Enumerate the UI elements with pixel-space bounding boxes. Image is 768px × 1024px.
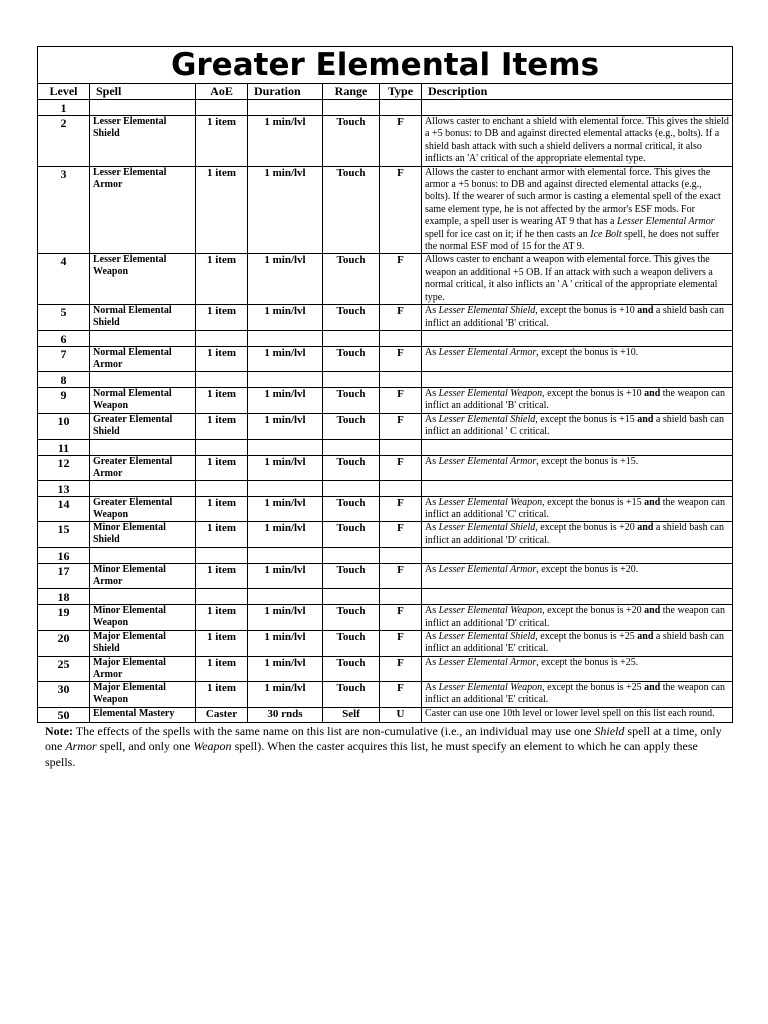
italic-text: Lesser Elemental Armor (438, 564, 537, 576)
text-run: , except the bonus is +25. (536, 656, 639, 668)
bold-text: and (644, 496, 661, 508)
table-row (38, 496, 733, 522)
cell-duration: 1 min/lvl (248, 522, 323, 548)
cell-duration: 1 min/lvl (248, 116, 323, 167)
cell-aoe: 1 item (196, 455, 248, 480)
text-run: , except the bonus is +15 (535, 413, 638, 425)
text-run: As (425, 605, 439, 617)
text-run: a shield bash can inflict an additional 'E' critical. (425, 630, 724, 655)
cell-spell (90, 480, 196, 496)
cell-spell: Normal Elemental Shield (90, 305, 196, 331)
cell-duration (248, 480, 323, 496)
cell-type (380, 100, 422, 116)
text-run: spell, and only one (96, 739, 194, 754)
cell-range (323, 480, 380, 496)
cell-aoe: 1 item (196, 681, 248, 707)
cell-type: F (380, 413, 422, 439)
table-row (38, 100, 733, 116)
cell-level: 17 (38, 564, 90, 589)
cell-type: F (380, 254, 422, 305)
italic-text: Armor (65, 739, 97, 754)
table-row (38, 548, 733, 564)
cell-type: F (380, 522, 422, 548)
cell-range: Touch (323, 116, 380, 167)
cell-range (323, 100, 380, 116)
text-run: the weapon can inflict an additional 'E' critical. (425, 681, 725, 706)
column-header-spell: Spell (90, 84, 196, 100)
cell-duration (248, 100, 323, 116)
text-run: a shield bash can inflict an additional ' C critical. (425, 413, 724, 438)
cell-duration: 1 min/lvl (248, 496, 323, 522)
document (37, 46, 732, 770)
cell-spell: Major Elemental Weapon (90, 681, 196, 707)
text-run: spell at a time, only one (45, 723, 722, 754)
cell-spell: Greater Elemental Weapon (90, 496, 196, 522)
cell-level: 7 (38, 346, 90, 371)
cell-duration (248, 589, 323, 605)
cell-range (323, 330, 380, 346)
table-row (38, 589, 733, 605)
cell-level: 16 (38, 548, 90, 564)
cell-description (422, 605, 733, 631)
cell-type: F (380, 605, 422, 631)
cell-spell: Normal Elemental Weapon (90, 387, 196, 413)
cell-description (422, 100, 733, 116)
table-row (38, 656, 733, 681)
cell-spell: Major Elemental Armor (90, 656, 196, 681)
text-run: a shield bash can inflict an additional 'D' critical. (425, 522, 724, 546)
column-header-description: Description (422, 84, 733, 100)
table-row (38, 707, 733, 722)
cell-level: 6 (38, 330, 90, 346)
cell-aoe: 1 item (196, 413, 248, 439)
text-run: As (425, 387, 439, 399)
text-run: The effects of the spells with the same name on this list are non-cumulative (i.e., an individual may use one (72, 723, 595, 738)
cell-spell (90, 100, 196, 116)
text-run: Allows the caster to enchant armor with elemental force. This gives the armor a +5 bonus: to DB and against directed elemental attacks (e.g., bolts). If the wearer of such armor is casting a elemental spell of the exact same element type, he is not affected by the armor's ESF mods. For example, a spell user is wearing AT 9 that has a (425, 166, 721, 228)
cell-aoe (196, 371, 248, 387)
cell-spell: Greater Elemental Shield (90, 413, 196, 439)
cell-aoe: 1 item (196, 605, 248, 631)
table-row (38, 522, 733, 548)
cell-duration (248, 548, 323, 564)
cell-range: Touch (323, 681, 380, 707)
column-header-aoe: AoE (196, 84, 248, 100)
table-row (38, 346, 733, 371)
cell-type (380, 589, 422, 605)
cell-description (422, 681, 733, 707)
cell-spell (90, 439, 196, 455)
bold-text: and (637, 630, 654, 642)
cell-description (422, 480, 733, 496)
cell-aoe: 1 item (196, 496, 248, 522)
note-text (45, 724, 722, 769)
italic-text: Lesser Elemental Weapon (438, 605, 543, 617)
cell-aoe: 1 item (196, 305, 248, 331)
cell-spell (90, 330, 196, 346)
cell-level: 13 (38, 480, 90, 496)
text-run: As (425, 305, 439, 317)
table-row (38, 564, 733, 589)
cell-range: Self (323, 707, 380, 722)
italic-text: Lesser Elemental Shield (438, 522, 536, 534)
cell-type (380, 548, 422, 564)
cell-level: 9 (38, 387, 90, 413)
text-run: , except the bonus is +20 (535, 522, 638, 534)
cell-aoe (196, 100, 248, 116)
italic-text: Lesser Elemental Shield (438, 630, 536, 642)
table-row (38, 371, 733, 387)
cell-aoe (196, 548, 248, 564)
cell-level: 3 (38, 166, 90, 254)
cell-level: 15 (38, 522, 90, 548)
cell-duration: 30 rnds (248, 707, 323, 722)
text-run: As (425, 630, 439, 642)
text-run: spell for ice cast on it; if he then casts an (425, 228, 591, 240)
cell-type: F (380, 681, 422, 707)
cell-aoe (196, 330, 248, 346)
cell-spell: Elemental Mastery (90, 707, 196, 722)
bold-text: and (644, 387, 661, 399)
cell-type (380, 480, 422, 496)
cell-duration (248, 330, 323, 346)
cell-duration (248, 371, 323, 387)
column-header-type: Type (380, 84, 422, 100)
cell-level: 12 (38, 455, 90, 480)
text-run: , except the bonus is +20 (542, 605, 645, 617)
cell-description (422, 496, 733, 522)
cell-level: 1 (38, 100, 90, 116)
cell-range (323, 371, 380, 387)
column-header-range: Range (323, 84, 380, 100)
text-run: Allows caster to enchant a shield with elemental force. This gives the shield a +5 bonus: to DB and against directed elemental attacks (e.g., bolts). If a shield bash attack with such a shield delivers a normal critical, it also inflicts an 'A' critical of the appropriate elemental type. (425, 116, 729, 165)
cell-level: 10 (38, 413, 90, 439)
cell-range: Touch (323, 455, 380, 480)
text-run: , except the bonus is +10. (536, 346, 639, 358)
cell-duration: 1 min/lvl (248, 305, 323, 331)
cell-duration: 1 min/lvl (248, 254, 323, 305)
cell-level: 18 (38, 589, 90, 605)
cell-range (323, 548, 380, 564)
italic-text: Shield (594, 723, 625, 738)
cell-description (422, 371, 733, 387)
cell-spell: Minor Elemental Shield (90, 522, 196, 548)
text-run: spell, he does not suffer the normal ESF mod of 15 for the AT 9. (425, 228, 720, 253)
cell-description (422, 387, 733, 413)
cell-duration: 1 min/lvl (248, 387, 323, 413)
text-run: As (425, 656, 439, 668)
cell-spell: Major Elemental Shield (90, 630, 196, 656)
cell-aoe: 1 item (196, 656, 248, 681)
text-run: As (425, 455, 439, 467)
cell-spell (90, 548, 196, 564)
cell-range: Touch (323, 305, 380, 331)
cell-type: F (380, 387, 422, 413)
column-header-duration: Duration (248, 84, 323, 100)
cell-range: Touch (323, 522, 380, 548)
cell-aoe: 1 item (196, 116, 248, 167)
table-row (38, 116, 733, 167)
cell-level: 2 (38, 116, 90, 167)
text-run: , except the bonus is +20. (536, 564, 639, 576)
cell-description (422, 116, 733, 167)
cell-level: 14 (38, 496, 90, 522)
table-row (38, 681, 733, 707)
cell-description (422, 305, 733, 331)
text-run: , except the bonus is +15. (536, 455, 639, 467)
cell-aoe (196, 439, 248, 455)
cell-description (422, 439, 733, 455)
cell-level: 30 (38, 681, 90, 707)
table-row (38, 305, 733, 331)
cell-type: F (380, 166, 422, 254)
italic-text: Lesser Elemental Weapon (438, 387, 543, 399)
cell-level: 20 (38, 630, 90, 656)
table-row (38, 387, 733, 413)
cell-description (422, 548, 733, 564)
cell-description (422, 346, 733, 371)
cell-type: F (380, 496, 422, 522)
table-row (38, 455, 733, 480)
cell-description (422, 254, 733, 305)
italic-text: Lesser Elemental Shield (438, 305, 536, 317)
cell-duration: 1 min/lvl (248, 455, 323, 480)
cell-duration: 1 min/lvl (248, 564, 323, 589)
cell-level: 50 (38, 707, 90, 722)
text-run: Caster can use one 10th level or lower level spell on this list each round. (425, 707, 715, 719)
italic-text: Lesser Elemental Armor (617, 216, 715, 228)
cell-type: F (380, 656, 422, 681)
cell-level: 4 (38, 254, 90, 305)
table-body (38, 100, 733, 723)
cell-aoe: 1 item (196, 166, 248, 254)
bold-text: and (637, 413, 654, 425)
cell-range: Touch (323, 254, 380, 305)
cell-range: Touch (323, 166, 380, 254)
note (37, 724, 732, 771)
cell-spell: Normal Elemental Armor (90, 346, 196, 371)
cell-description (422, 413, 733, 439)
table-row (38, 480, 733, 496)
cell-range: Touch (323, 630, 380, 656)
cell-range (323, 439, 380, 455)
text-run: the weapon can inflict an additional 'B' critical. (425, 387, 725, 412)
text-run: Allows caster to enchant a weapon with elemental force. This gives the weapon an additional +5 OB. If an attack with such a weapon delivers a normal critical, it also inflicts an ' A ' critical of the appropriate elemental type. (425, 254, 718, 303)
table-row (38, 605, 733, 631)
italic-text: Lesser Elemental Armor (438, 656, 537, 668)
italic-text: Lesser Elemental Armor (438, 346, 537, 358)
cell-range: Touch (323, 605, 380, 631)
cell-aoe: Caster (196, 707, 248, 722)
text-run: , except the bonus is +10 (542, 387, 645, 399)
text-run: the weapon can inflict an additional 'C' critical. (425, 496, 725, 520)
cell-type: F (380, 116, 422, 167)
cell-aoe (196, 589, 248, 605)
note-label: Note: (45, 723, 73, 738)
cell-spell: Lesser Elemental Weapon (90, 254, 196, 305)
text-run: As (425, 496, 439, 508)
cell-type (380, 371, 422, 387)
text-run: As (425, 413, 439, 425)
cell-type: F (380, 455, 422, 480)
italic-text: Lesser Elemental Weapon (438, 496, 543, 508)
cell-type (380, 330, 422, 346)
table-row (38, 630, 733, 656)
cell-type: U (380, 707, 422, 722)
cell-description (422, 330, 733, 346)
cell-duration: 1 min/lvl (248, 166, 323, 254)
table-row (38, 166, 733, 254)
cell-aoe: 1 item (196, 387, 248, 413)
cell-description (422, 656, 733, 681)
cell-level: 8 (38, 371, 90, 387)
bold-text: and (644, 605, 661, 617)
page-title: Greater Elemental Items (38, 47, 733, 84)
italic-text: Lesser Elemental Shield (438, 413, 536, 425)
italic-text: Lesser Elemental Weapon (438, 681, 543, 693)
text-run: , except the bonus is +15 (542, 496, 645, 508)
cell-level: 19 (38, 605, 90, 631)
bold-text: and (637, 305, 654, 317)
cell-spell: Lesser Elemental Shield (90, 116, 196, 167)
spell-table (37, 46, 733, 723)
table-header-row (38, 84, 733, 100)
cell-description (422, 630, 733, 656)
table-row (38, 413, 733, 439)
cell-duration: 1 min/lvl (248, 656, 323, 681)
cell-type: F (380, 564, 422, 589)
text-run: As (425, 681, 439, 693)
cell-range (323, 589, 380, 605)
table-row (38, 254, 733, 305)
cell-type: F (380, 305, 422, 331)
cell-aoe: 1 item (196, 564, 248, 589)
cell-spell (90, 371, 196, 387)
italic-text: Weapon (193, 739, 232, 754)
cell-aoe: 1 item (196, 522, 248, 548)
cell-spell: Greater Elemental Armor (90, 455, 196, 480)
cell-description (422, 564, 733, 589)
cell-level: 25 (38, 656, 90, 681)
cell-aoe (196, 480, 248, 496)
cell-level: 5 (38, 305, 90, 331)
cell-duration: 1 min/lvl (248, 681, 323, 707)
cell-range: Touch (323, 564, 380, 589)
cell-range: Touch (323, 413, 380, 439)
cell-level: 11 (38, 439, 90, 455)
table-row (38, 330, 733, 346)
cell-aoe: 1 item (196, 630, 248, 656)
cell-spell: Minor Elemental Armor (90, 564, 196, 589)
cell-aoe: 1 item (196, 346, 248, 371)
cell-duration: 1 min/lvl (248, 630, 323, 656)
cell-spell (90, 589, 196, 605)
text-run: , except the bonus is +25 (535, 630, 638, 642)
cell-description (422, 166, 733, 254)
cell-duration: 1 min/lvl (248, 346, 323, 371)
cell-duration: 1 min/lvl (248, 605, 323, 631)
cell-range: Touch (323, 496, 380, 522)
cell-range: Touch (323, 346, 380, 371)
cell-description (422, 589, 733, 605)
text-run: , except the bonus is +25 (542, 681, 645, 693)
cell-duration (248, 439, 323, 455)
cell-description (422, 455, 733, 480)
cell-duration: 1 min/lvl (248, 413, 323, 439)
cell-aoe: 1 item (196, 254, 248, 305)
text-run: As (425, 346, 439, 358)
cell-description (422, 522, 733, 548)
cell-range: Touch (323, 656, 380, 681)
text-run: a shield bash can inflict an additional 'B' critical. (425, 305, 724, 329)
cell-description (422, 707, 733, 722)
table-row (38, 439, 733, 455)
column-header-level: Level (38, 84, 90, 100)
cell-type: F (380, 346, 422, 371)
cell-spell: Lesser Elemental Armor (90, 166, 196, 254)
text-run: spell). When the caster acquires this list, he must specify an element to which he can apply these spells. (45, 739, 698, 769)
cell-type: F (380, 630, 422, 656)
bold-text: and (644, 681, 661, 693)
text-run: As (425, 522, 439, 534)
text-run: , except the bonus is +10 (535, 305, 638, 317)
italic-text: Lesser Elemental Armor (438, 455, 537, 467)
text-run: the weapon can inflict an additional 'D' critical. (425, 605, 725, 629)
text-run: As (425, 564, 439, 576)
cell-range: Touch (323, 387, 380, 413)
cell-spell: Minor Elemental Weapon (90, 605, 196, 631)
italic-text: Ice Bolt (590, 228, 622, 240)
bold-text: and (637, 522, 654, 534)
cell-type (380, 439, 422, 455)
